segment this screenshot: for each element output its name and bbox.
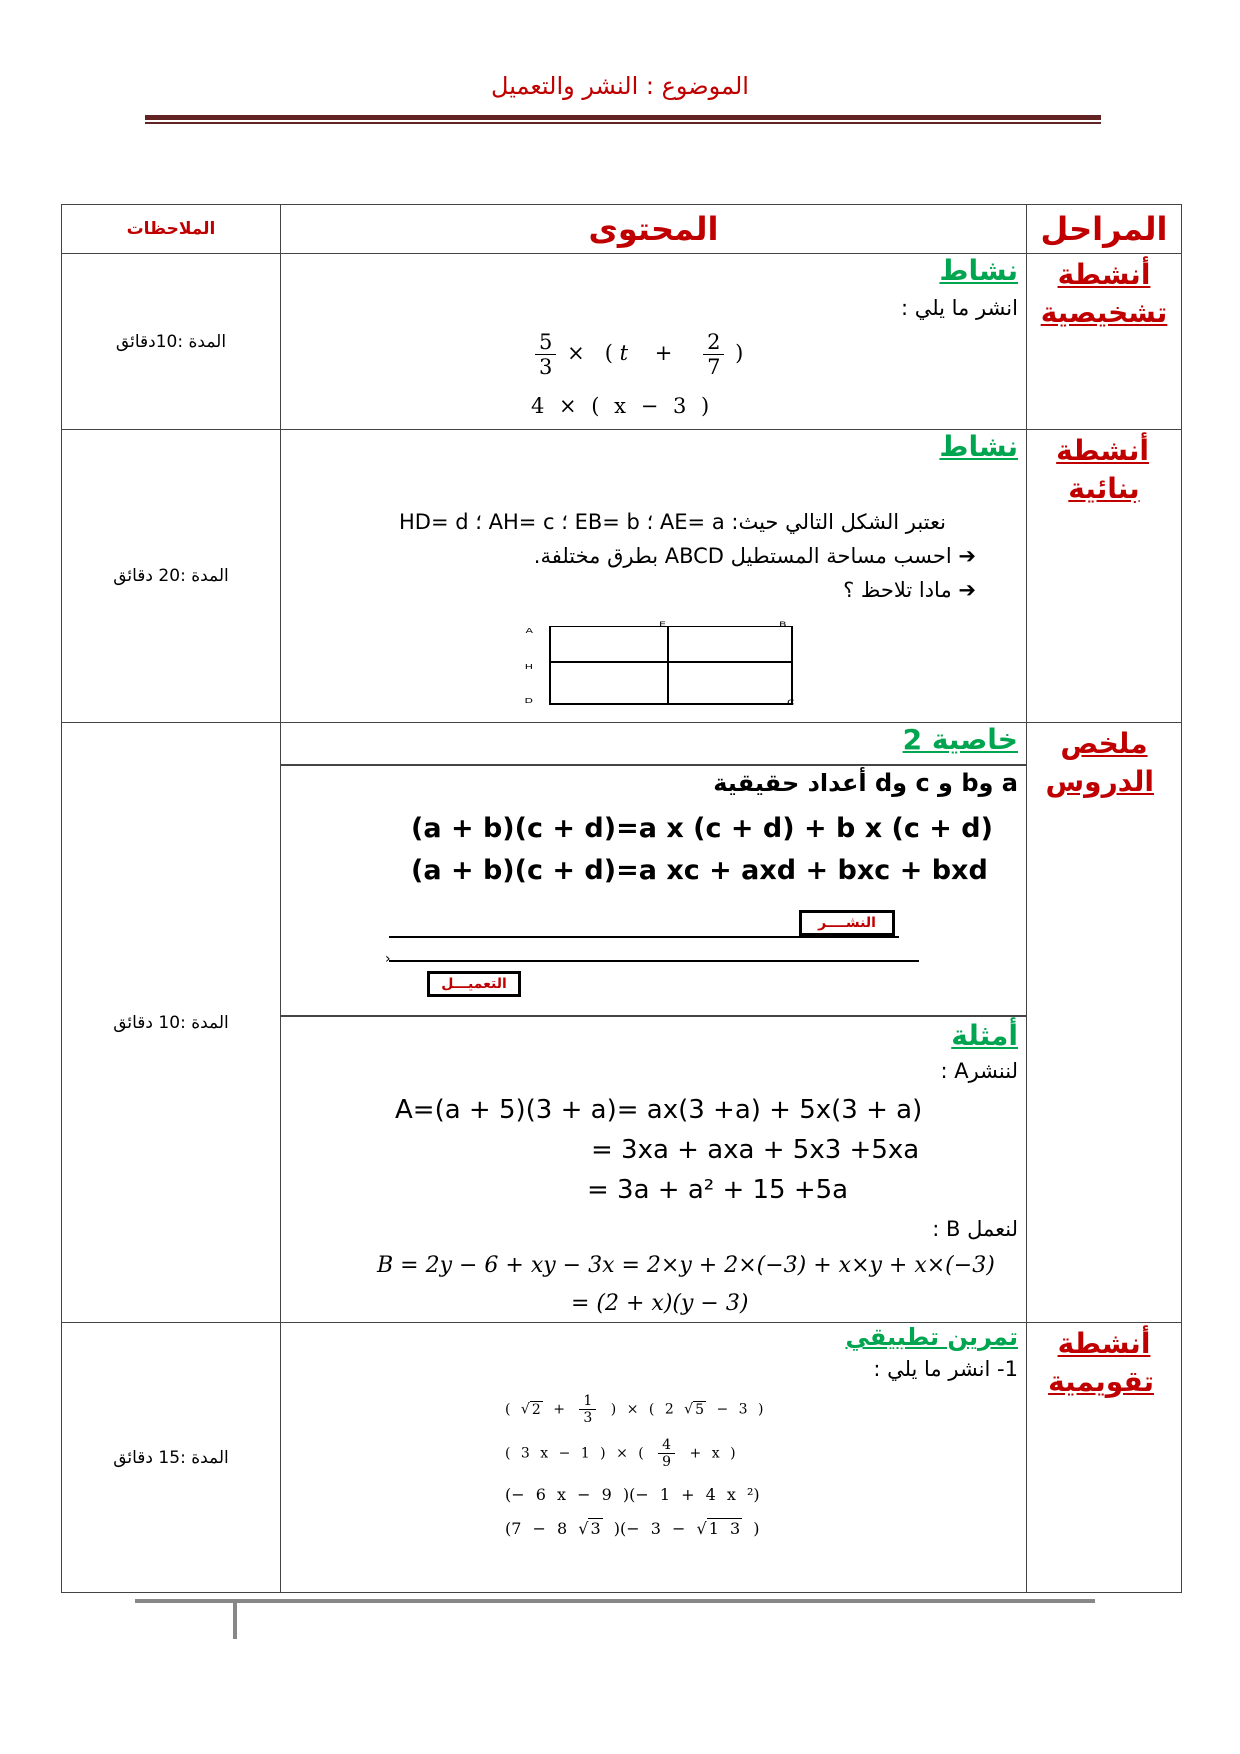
paren: ( <box>604 341 613 365</box>
stage-label: أنشطة تشخيصية <box>1040 258 1168 329</box>
numerator: 1 <box>579 1393 596 1410</box>
label-factor: التعميـــل <box>427 971 521 997</box>
stage-cell <box>1027 430 1182 723</box>
plus-sign: + <box>654 341 673 365</box>
label-h: H <box>524 662 533 671</box>
expression-part: ) <box>753 1519 760 1538</box>
plus-sign: + <box>553 1401 565 1418</box>
divider-line <box>551 661 791 663</box>
constant: 3 <box>738 1401 748 1418</box>
denominator: 3 <box>583 1410 593 1426</box>
content-cell <box>281 430 1027 723</box>
divider-line <box>667 627 669 703</box>
label-c: C <box>787 698 795 707</box>
label-e: E <box>659 620 666 629</box>
content-cell <box>281 254 1027 430</box>
example-a-line-1: A=(a + 5)(3 + a)= ax(3 +a) + 5x(3 + a) <box>395 1095 923 1125</box>
activity-heading: نشاط <box>939 254 1018 287</box>
formula-1: (a + b)(c + d)=a x (c + d) + b x (c + d) <box>411 813 993 844</box>
exercise-2 <box>505 1437 736 1470</box>
activity-line-2 <box>534 544 976 568</box>
table-row <box>62 254 1182 430</box>
notes-cell: المدة :10دقائق <box>62 254 281 430</box>
example-b-line-1: B = 2y − 6 + xy − 3x = 2×y + 2×(−3) + x×y + x×(−3) <box>377 1253 995 1278</box>
radicand: 1 3 <box>708 1519 741 1538</box>
times-sign: × <box>626 1401 639 1418</box>
numerator: 5 <box>535 330 556 355</box>
activity-line-1: نعتبر الشكل التالي حيث: AE= a ؛ EB= b ؛ AH= c ؛ HD= d <box>399 510 946 534</box>
expression-part: + x ) <box>689 1445 736 1462</box>
figure-labels-left <box>513 626 533 706</box>
example-a-line-3: = 3a + a² + 15 +5a <box>587 1175 849 1205</box>
property-text: a وb و c وd أعداد حقيقية <box>713 769 1018 797</box>
arrow-icon: ➔ <box>958 544 976 568</box>
exercise-3: (− 6 x − 9 )(− 1 + 4 x ²) <box>505 1485 760 1504</box>
content-cell <box>281 723 1027 1323</box>
expression-2: 4 × ( x − 3 ) <box>531 394 710 418</box>
variable: t <box>619 341 629 365</box>
table-row <box>62 723 1182 1323</box>
activity-line-2-text: احسب مساحة المستطيل ABCD بطرق مختلفة. <box>533 544 952 568</box>
stage-cell <box>1027 254 1182 430</box>
page-title: الموضوع : النشر والتعميل <box>491 72 749 100</box>
header-notes: الملاحظات <box>62 205 281 254</box>
arrow-icon: ➔ <box>958 578 976 602</box>
label-b: B <box>779 620 787 629</box>
footer-rule <box>135 1599 1095 1603</box>
property-heading: خاصية 2 <box>902 723 1018 756</box>
fraction <box>579 1393 596 1426</box>
numerator: 4 <box>658 1437 675 1454</box>
lesson-plan-table <box>61 204 1182 1593</box>
minus-sign: − <box>716 1401 729 1418</box>
activity-line-3 <box>843 578 976 602</box>
header-content: المحتوى <box>281 205 1027 254</box>
section-divider <box>281 764 1026 766</box>
fraction <box>658 1437 675 1470</box>
radicand: 2 <box>531 1401 541 1418</box>
table-row <box>62 1323 1182 1593</box>
label-a: A <box>525 626 533 635</box>
stage-label: أنشطة تقويمية <box>1048 1327 1154 1398</box>
factor-b-label: لنعمل B : <box>932 1217 1018 1241</box>
table-row <box>62 430 1182 723</box>
arrow-right-icon: › <box>889 927 895 943</box>
exercise-instruction: 1- انشر ما يلي : <box>873 1357 1018 1381</box>
paren: ( <box>648 1401 655 1418</box>
content-cell <box>281 1323 1027 1593</box>
footer-tick <box>233 1599 237 1639</box>
paren: ) <box>758 1401 764 1418</box>
rectangle-figure <box>549 626 793 705</box>
instruction-text: انشر ما يلي : <box>900 296 1018 320</box>
activity-line-3-text: مادا تلاحظ ؟ <box>843 578 952 602</box>
fraction <box>535 330 556 379</box>
notes-cell: المدة :10 دقائق <box>62 723 281 1323</box>
coefficient: 2 <box>664 1401 674 1418</box>
expression-part: (7 − 8 <box>505 1519 568 1538</box>
expression-part: ( 3 x − 1 ) × ( <box>505 1445 644 1462</box>
paren: ) <box>735 341 744 365</box>
stage-label: ملخص الدروس <box>1045 727 1154 798</box>
paren: ) <box>610 1401 617 1418</box>
denominator: 7 <box>707 355 721 379</box>
notes-cell: المدة :20 دقائق <box>62 430 281 723</box>
notes-cell: المدة :15 دقائق <box>62 1323 281 1593</box>
denominator: 3 <box>539 355 553 379</box>
label-d: D <box>524 696 533 705</box>
denominator: 9 <box>662 1454 672 1470</box>
example-b-line-2: = (2 + x)(y − 3) <box>571 1291 749 1316</box>
expression-part: )(− 3 − <box>613 1519 686 1538</box>
examples-heading: أمثلة <box>951 1019 1018 1052</box>
radicand: 5 <box>695 1401 705 1418</box>
stage-cell <box>1027 1323 1182 1593</box>
expand-arrow <box>389 936 899 938</box>
section-divider <box>281 1015 1026 1017</box>
activity-heading: نشاط <box>939 430 1018 463</box>
stage-cell <box>1027 723 1182 1323</box>
expand-a-label: لننشرA : <box>940 1059 1018 1083</box>
exercise-4: (7 − 8 √ 3 )(− 3 − √ 1 3 ) <box>505 1519 760 1538</box>
header-rule-thin <box>145 122 1101 124</box>
stage-label: أنشطة بنائية <box>1056 434 1149 505</box>
table-header-row <box>62 205 1182 254</box>
formula-2: (a + b)(c + d)=a xc + axd + bxc + bxd <box>411 855 988 886</box>
label-expand: النشــــر <box>799 910 895 936</box>
header-rule-thick <box>145 115 1101 120</box>
fraction <box>703 330 724 379</box>
exercise-1: ( √ 2 + $\frac{1}{3}$ ) × ( 2 √ 5 − 3 ) <box>505 1393 764 1426</box>
example-a-line-2: = 3xa + axa + 5x3 +5xa <box>591 1135 920 1165</box>
header-stages: المراحل <box>1027 205 1182 254</box>
paren: ( <box>505 1401 511 1418</box>
numerator: 2 <box>703 330 724 355</box>
exercise-heading: تمرين تطبيقي <box>845 1323 1018 1351</box>
times-sign: × <box>567 341 585 365</box>
arrow-left-icon: ‹ <box>385 951 391 967</box>
factor-arrow <box>389 960 919 962</box>
expression-1 <box>531 330 743 379</box>
radicand: 3 <box>590 1519 601 1538</box>
